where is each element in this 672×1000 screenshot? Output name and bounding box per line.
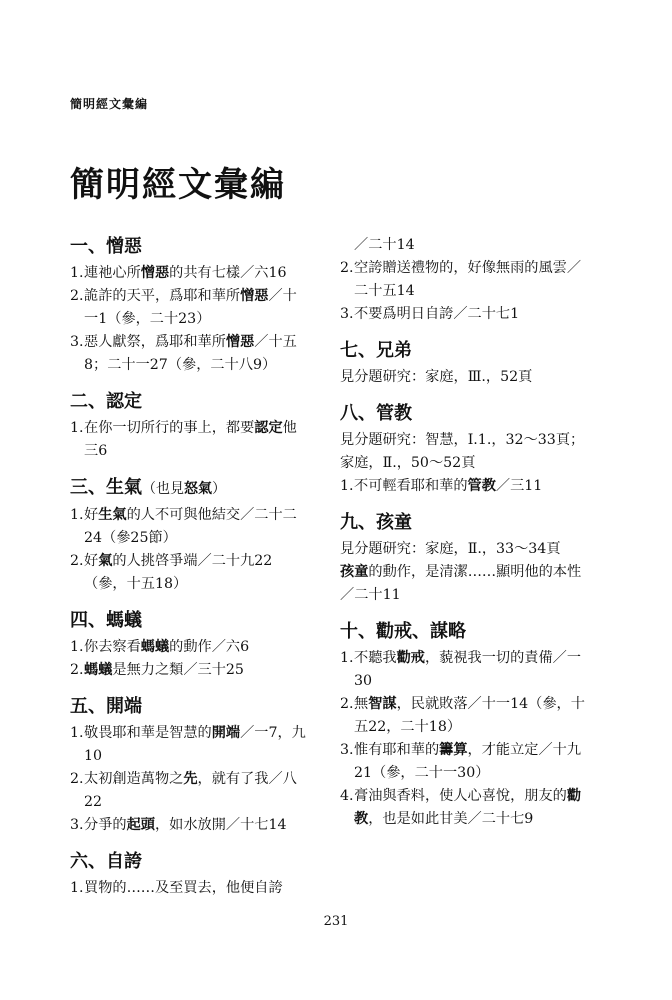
- verse-entry: [70, 659, 310, 682]
- entry-number: 4.: [340, 788, 354, 804]
- entry-number: 3.: [70, 334, 84, 350]
- verse-entry: [340, 693, 585, 739]
- emphasis-term: 先: [183, 771, 198, 787]
- entry-number: 2.: [340, 260, 354, 276]
- verse-entry: [340, 647, 585, 693]
- verse-entry: [70, 285, 310, 331]
- entry-number: 1.: [70, 265, 84, 281]
- emphasis-term: 怒氣: [184, 481, 212, 497]
- verse-entry: [340, 475, 585, 498]
- verse-entry: [340, 739, 585, 785]
- entry-number: 2.: [70, 553, 84, 569]
- section-heading: 八、管教: [340, 403, 412, 424]
- emphasis-term: 憎惡: [140, 265, 170, 281]
- emphasis-term: 智謀: [368, 696, 397, 712]
- emphasis-term: 籌算: [439, 742, 468, 758]
- running-head: 簡明經文彙編: [70, 97, 149, 111]
- emphasis-term: 管教: [467, 478, 496, 494]
- verse-entry: [70, 722, 310, 768]
- entry-number: 1.: [340, 650, 354, 666]
- entry-text: 螞蟻是無力之類／三十25: [84, 662, 244, 678]
- verse-entry: [340, 303, 585, 326]
- page-number: 231: [323, 914, 349, 929]
- verse-entry: [70, 814, 310, 837]
- section-heading: 三、生氣（也見怒氣）: [70, 477, 226, 498]
- entry-number: 1.: [70, 880, 84, 896]
- emphasis-term: 起頭: [126, 817, 155, 833]
- entry-number: 2.: [340, 696, 354, 712]
- reference-line: 見分題研究：智慧，Ⅰ.1.，32～33頁；家庭，Ⅱ.，50～52頁: [340, 432, 585, 471]
- continued-entry: [340, 234, 585, 257]
- verse-entry: [70, 768, 310, 814]
- entry-number: 1.: [70, 639, 84, 655]
- verse-entry: [340, 257, 585, 303]
- section-heading: 五、開端: [70, 696, 142, 717]
- verse-entry: [70, 262, 310, 285]
- emphasis-term: 孩童: [340, 564, 369, 580]
- section-heading: 一、憎惡: [70, 236, 142, 257]
- section-heading: 七、兄弟: [340, 340, 412, 361]
- entry-text: 膏油與香料，使人心喜悅，朋友的勸教，也是如此甘美／二十七9: [354, 788, 582, 827]
- emphasis-term: 憎惡: [225, 334, 255, 350]
- entry-text: 在你一切所行的事上，都要認定他 三6: [84, 420, 312, 459]
- emphasis-term: 開端: [211, 725, 241, 741]
- entry-number: 3.: [340, 742, 354, 758]
- entry-number: 1.: [70, 420, 84, 436]
- emphasis-term: 生氣: [98, 507, 127, 523]
- entry-text: ／二十14: [354, 237, 415, 253]
- section-heading: 九、孩童: [340, 512, 412, 533]
- verse-entry: [70, 636, 310, 659]
- entry-text: 不可輕看耶和華的管教／三11: [354, 478, 543, 494]
- section-heading: 四、螞蟻: [70, 610, 142, 631]
- heading-note: （也見怒氣）: [142, 481, 226, 497]
- entry-text: 買物的……及至買去，他便自誇: [84, 880, 283, 896]
- entry-text: 好氣的人挑啓爭端／二十九22（參，十五18）: [84, 553, 273, 592]
- emphasis-term: 憎惡: [240, 288, 269, 304]
- emphasis-term: 氣: [98, 553, 113, 569]
- entry-number: 2.: [70, 771, 84, 787]
- entry-number: [340, 234, 354, 257]
- entry-text: 無智謀，民就敗落／十一14（參，十五22，二十18）: [354, 696, 585, 735]
- entry-text: 詭詐的天平，爲耶和華所憎惡／十一1（參，二十23）: [84, 288, 297, 327]
- section-heading: 二、認定: [70, 391, 142, 412]
- page-title: 簡明經文彙編: [70, 165, 286, 205]
- left-column: [70, 234, 310, 900]
- reference-line: 見分題研究：家庭，Ⅲ.，52頁: [340, 369, 533, 385]
- section-heading: 十、勸戒、謀略: [340, 621, 466, 642]
- emphasis-term: 螞蟻: [84, 662, 113, 678]
- entry-number: 3.: [340, 306, 354, 322]
- entry-text: 你去察看螞蟻的動作／六6: [84, 639, 250, 655]
- entry-number: 2.: [70, 662, 84, 678]
- section-heading: 六、自誇: [70, 851, 142, 872]
- entry-text: 太初創造萬物之先，就有了我／八22: [84, 771, 297, 810]
- entry-text: 惡人獻祭，爲耶和華所憎惡／十五8；二十一27（參，二十八9）: [84, 334, 297, 373]
- emphasis-term: 螞蟻: [140, 639, 170, 655]
- entry-text: 不聽我勸戒，藐視我一切的責備／一30: [354, 650, 582, 689]
- entry-text: 敬畏耶和華是智慧的開端／一7，九10: [84, 725, 306, 764]
- reference-line: 見分題研究：家庭，Ⅱ.，33～34頁: [340, 541, 561, 557]
- entry-text: 好生氣的人不可與他結交／二十二24（參25節）: [84, 507, 297, 546]
- verse-entry: [340, 785, 585, 831]
- emphasis-term: 勸戒: [396, 650, 425, 666]
- entry-text: 分爭的起頭，如水放開／十七14: [84, 817, 287, 833]
- entry-number: 1.: [70, 507, 84, 523]
- verse-entry: [70, 877, 310, 900]
- verse-entry: [70, 550, 310, 596]
- right-column: [340, 234, 585, 831]
- entry-text: 不要爲明日自誇／二十七1: [354, 306, 520, 322]
- entry-text: 空誇贈送禮物的，好像無雨的風雲／二十五14: [354, 260, 582, 299]
- verse-entry: [70, 504, 310, 550]
- emphasis-term: 勸教: [354, 788, 582, 827]
- reference-line: 孩童的動作，是清潔……顯明他的本性／二十11: [340, 564, 582, 603]
- entry-number: 1.: [340, 478, 354, 494]
- entry-number: 1.: [70, 725, 84, 741]
- entry-text: 惟有耶和華的籌算，才能立定／十九21（參，二十一30）: [354, 742, 582, 781]
- verse-entry: [70, 417, 310, 463]
- entry-number: 2.: [70, 288, 84, 304]
- entry-number: 3.: [70, 817, 84, 833]
- verse-entry: [70, 331, 310, 377]
- emphasis-term: 認定: [254, 420, 283, 436]
- entry-text: 連祂心所憎惡的共有七樣／六16: [84, 265, 287, 281]
